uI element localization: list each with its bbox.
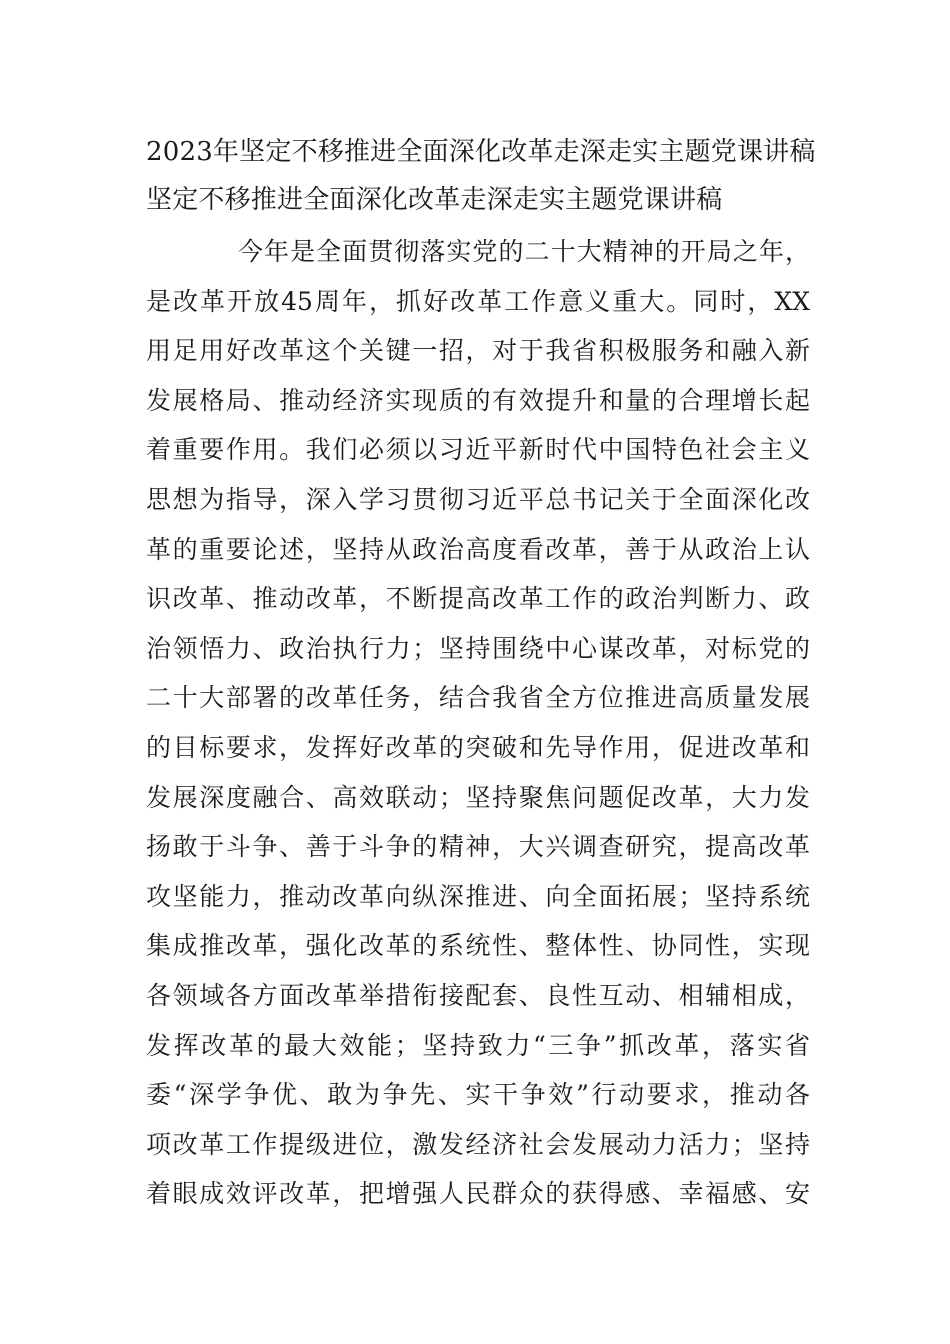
paragraph-line: 的目标要求，发挥好改革的突破和先导作用，促进改革和	[146, 732, 810, 762]
paragraph-line: 思想为指导，深入学习贯彻习近平总书记关于全面深化改	[146, 484, 810, 514]
body-paragraph	[146, 227, 810, 1219]
paragraph-line: 二十大部署的改革任务，结合我省全方位推进高质量发展	[146, 683, 810, 713]
paragraph-line: 项改革工作提级进位，激发经济社会发展动力活力；坚持	[146, 1129, 810, 1159]
paragraph-line: 今年是全面贯彻落实党的二十大精神的开局之年，	[238, 237, 810, 266]
document-subtitle: 坚定不移推进全面深化改革走深走实主题党课讲稿	[146, 185, 723, 215]
paragraph-line: 革的重要论述，坚持从政治高度看改革，善于从政治上认	[146, 534, 810, 564]
paragraph-line: 集成推改革，强化改革的系统性、整体性、协同性，实现	[146, 931, 810, 961]
paragraph-line: 用足用好改革这个关键一招，对于我省积极服务和融入新	[146, 336, 810, 366]
paragraph-line: 识改革、推动改革，不断提高改革工作的政治判断力、政	[146, 584, 810, 614]
paragraph-line: 发挥改革的最大效能；坚持致力“三争”抓改革，落实省	[146, 1030, 810, 1060]
document-title: 2023年坚定不移推进全面深化改革走深走实主题党课讲稿	[146, 137, 816, 167]
paragraph-line: 发展深度融合、高效联动；坚持聚焦问题促改革，大力发	[146, 782, 810, 812]
paragraph-line: 各领域各方面改革举措衔接配套、良性互动、相辅相成，	[146, 980, 810, 1010]
paragraph-line: 是改革开放45周年，抓好改革工作意义重大。同时，XX	[146, 286, 810, 316]
paragraph-line: 攻坚能力，推动改革向纵深推进、向全面拓展；坚持系统	[146, 881, 810, 911]
paragraph-line: 扬敢于斗争、善于斗争的精神，大兴调查研究，提高改革	[146, 832, 810, 862]
paragraph-line: 着眼成效评改革，把增强人民群众的获得感、幸福感、安	[146, 1179, 810, 1209]
paragraph-line: 委“深学争优、敢为争先、实干争效”行动要求，推动各	[146, 1080, 810, 1110]
paragraph-line: 着重要作用。我们必须以习近平新时代中国特色社会主义	[146, 435, 810, 465]
paragraph-line: 治领悟力、政治执行力；坚持围绕中心谋改革，对标党的	[146, 633, 810, 663]
paragraph-line: 发展格局、推动经济实现质的有效提升和量的合理增长起	[146, 385, 810, 415]
